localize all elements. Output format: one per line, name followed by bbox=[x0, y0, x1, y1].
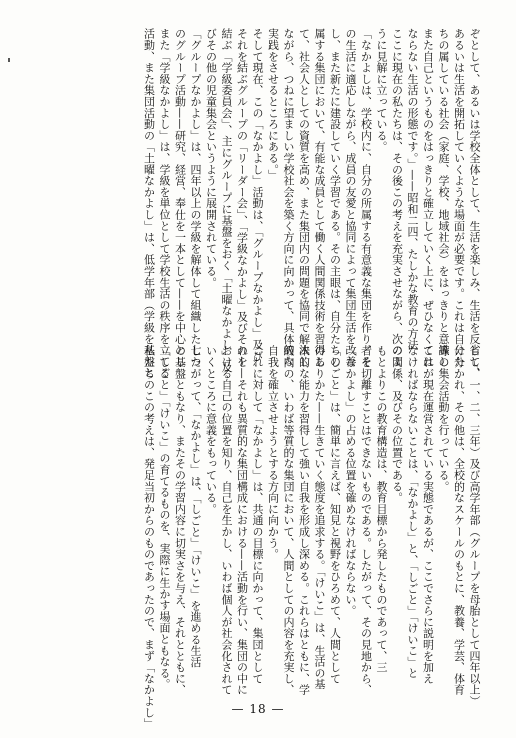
text-line: したがって、「なかよし」は、「しごと」「けいこ」を進める生活 bbox=[189, 345, 202, 668]
text-line: ながら、つねに望ましい学校社会を築く方向に向かって、具体的な bbox=[282, 28, 295, 367]
upper-text-block bbox=[22, 28, 482, 379]
text-line: なければならないことは、「なかよし」と、「しごと」「けいこ」と bbox=[406, 345, 419, 679]
text-line: また「学級なかよし」は、学級を単位として学校生活の秩序を立てる bbox=[158, 28, 171, 379]
text-line: 実践をさせるところにある。」 bbox=[266, 28, 280, 181]
text-line: 「しごと」「けいこ」の育てるものを、実際に生かす場面ともなる。 bbox=[158, 345, 171, 690]
text-line: もとよりこの教育構造は、教育目標から発したものであって、三 bbox=[375, 345, 388, 673]
text-line: 「なかよし」の占める位置を確めなければならない。 bbox=[344, 345, 357, 617]
text-line: 活動、また集団活動の「土曜なかよし」は、低学年部（学級を基盤と bbox=[142, 28, 156, 379]
text-line: ここに現在の私たちは、その後この考えを充実させながら、次のよ bbox=[390, 28, 404, 367]
text-line: 者を切離すことはできないものである。したがって、その見地から、 bbox=[359, 345, 373, 696]
text-line: ちの属している社会（家庭、学校、地域社会）をはっきりと意識し bbox=[437, 28, 450, 367]
text-line: 私たちのこの考えは、発足当初からのものであったので、まず「なかよし」 bbox=[142, 345, 156, 730]
text-line: びその他の児童集会というように展開されている。 bbox=[204, 28, 218, 288]
text-line: し、また新たに建設していく学習である。その主眼は、自分たちの bbox=[328, 28, 342, 367]
text-line: あるいは生活を開拓していくような場面が必要です。これは自分た bbox=[452, 28, 466, 367]
text-line: て、社会人としての資質を高め、また集団内の問題を協同で解決し bbox=[297, 28, 311, 367]
text-line: 等の集会活動を行っている。 bbox=[437, 345, 450, 492]
text-line: のグループ活動——研究、経営、奉仕を一本として——を中心とし bbox=[173, 28, 187, 367]
text-line: のありかた——生きていく態度を追求する。「けいこ」は、生活の基 bbox=[313, 345, 326, 690]
text-line: の——それも異質的な集団構成における——活動を行い、集団の中に bbox=[235, 345, 249, 696]
text-line: おける自己の位置を知り、自己を生かし、いわば個人が社会化されて bbox=[220, 345, 233, 696]
text-line: 「なかよしは、学校内に、自分の所属する有意義な集団を作り、そ bbox=[359, 28, 373, 367]
text-line: うに見解に立っている。 bbox=[375, 28, 388, 153]
margin-mark bbox=[8, 58, 10, 62]
text-line: の基盤ともなり、またその学習内容に切実さを与え、それとともに、 bbox=[173, 345, 187, 696]
text-line: それを結ぶグループの「リーダー会」、「学級なかよし」及びそれを bbox=[235, 28, 249, 368]
text-line: して、一、二、三年）及び高学年部（グループを母胎として四年以上） bbox=[468, 345, 481, 707]
text-line: これに対して「なかよし」は、共通の目標に向かって、集団として bbox=[251, 345, 264, 684]
text-line: いくところに意義をもっている。 bbox=[204, 345, 218, 515]
text-line: 本的な能力を習得して強い自我を形成し深める。これらはともに、学 bbox=[297, 345, 311, 696]
text-line: 自我を確立させようとする方向に向かう。 bbox=[266, 345, 280, 560]
text-line: の関係、及びその位置である。 bbox=[390, 345, 404, 504]
text-line: の生活に適応しながら、成員の友愛と協同によって集団生活を改善 bbox=[344, 28, 357, 367]
text-line: に分かれ、その他は、全校的なスケールのもとに、教養、学芸、体育 bbox=[452, 345, 466, 696]
text-line: ぞとして、あるいは学校全体として、生活を楽しみ、生活を反省し、 bbox=[468, 28, 481, 379]
text-line: また自己というものをはっきりと確立していく上に、ぜひなくては bbox=[421, 28, 435, 367]
text-line: 級内の、いわば等質的な集団において、人間としての内容を充実し、 bbox=[282, 345, 295, 696]
text-line: そして現在、この「なかよし」活動は、「グループなかよし」及び bbox=[251, 28, 264, 362]
text-line: これが現在運営されている実態であるが、ここでさらに説明を加え bbox=[421, 345, 435, 684]
text-line: ならない生活の形態です。」——昭和二四、たしかな教育の方法 bbox=[406, 28, 419, 351]
page-number: — 18 — bbox=[231, 702, 285, 716]
text-line: 属する集団において、有能な成員として働く人間関係技術を習得し bbox=[313, 28, 326, 367]
text-line: 「しごと」は、簡単に言えば、知見と視野をひろめて、人間として bbox=[328, 345, 342, 684]
text-line: 結ぶ「学級委員会」、主にグループに基盤をおく「土曜なかよし」及 bbox=[220, 28, 233, 373]
text-line: 「グループなかよし」は、四年以上の学級を解体して組織した七つ bbox=[189, 28, 202, 367]
